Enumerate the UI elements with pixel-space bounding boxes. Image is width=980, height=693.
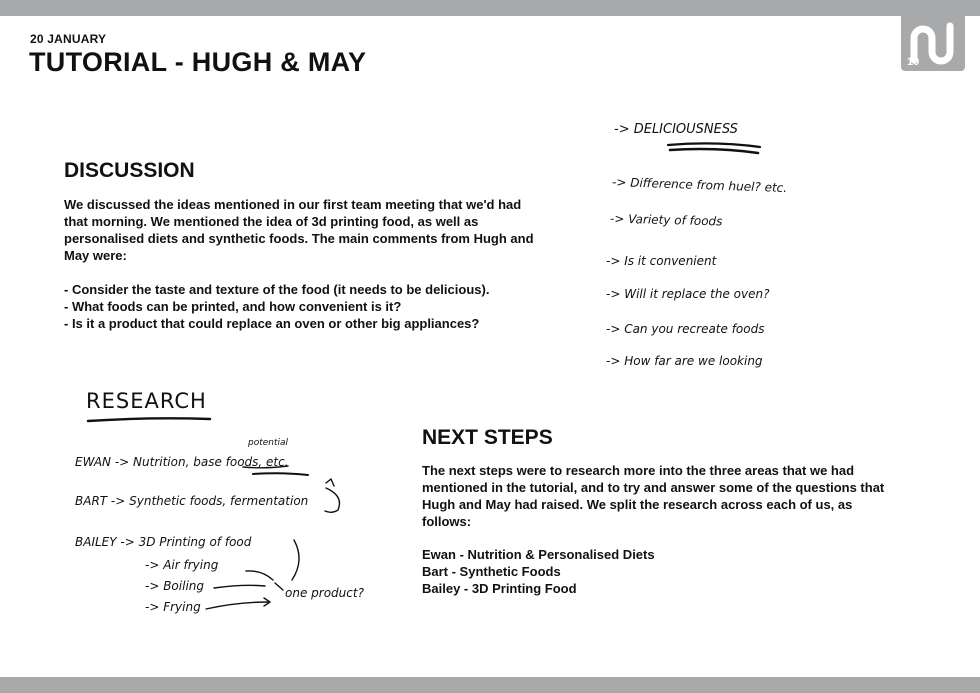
discussion-bullet: - Is it a product that could replace an oven or other big appliances?: [64, 316, 480, 331]
next-steps-assignment: Bart - Synthetic Foods: [422, 564, 561, 579]
page-title: TUTORIAL - HUGH & MAY: [29, 47, 367, 77]
handwritten-note: -> Is it convenient: [606, 254, 717, 268]
handwritten-heading: -> DELICIOUSNESS: [614, 122, 738, 137]
handwritten-heading: RESEARCH: [86, 389, 207, 413]
handwritten-note: -> Will it replace the oven?: [606, 287, 770, 301]
handwritten-note: -> Air frying: [145, 558, 219, 572]
handwritten-note: BAILEY -> 3D Printing of food: [75, 535, 252, 549]
handwritten-note: -> Boiling: [145, 579, 204, 593]
handwritten-insert: potential: [248, 438, 289, 448]
next-steps-assignment: Bailey - 3D Printing Food: [422, 581, 577, 596]
handwritten-note: EWAN -> Nutrition, base foods, etc.: [75, 455, 289, 469]
handwritten-note: -> Difference from huel? etc.: [611, 174, 788, 196]
handwritten-note: -> Can you recreate foods: [606, 322, 765, 336]
handwritten-note: -> Variety of foods: [609, 211, 723, 229]
page-date: 20 JANUARY: [30, 32, 107, 46]
discussion-heading: DISCUSSION: [64, 159, 195, 182]
discussion-intro: We discussed the ideas mentioned in our first team meeting that we'd had that morning. We mentioned the idea of 3d printing food, as well as personalised diets and synthetic foods. The main comments from Hugh and May were:: [64, 197, 534, 263]
page-number: 10: [907, 56, 920, 68]
handwritten-note: one product?: [285, 586, 364, 600]
next-steps-heading: NEXT STEPS: [422, 426, 553, 449]
next-steps-assignment: Ewan - Nutrition & Personalised Diets: [422, 547, 655, 562]
handwritten-note: BART -> Synthetic foods, fermentation: [75, 494, 309, 508]
discussion-bullet: - Consider the taste and texture of the food (it needs to be delicious).: [64, 282, 490, 297]
discussion-bullet: - What foods can be printed, and how convenient is it?: [64, 299, 402, 314]
handwritten-note: -> How far are we looking: [606, 354, 763, 368]
next-steps-intro: The next steps were to research more into the three areas that we had mentioned in the tutorial, and to try and answer some of the questions that Hugh and May had raised. We split the research across each of us, as follows:: [422, 463, 885, 529]
handwritten-note: -> Frying: [145, 600, 201, 614]
